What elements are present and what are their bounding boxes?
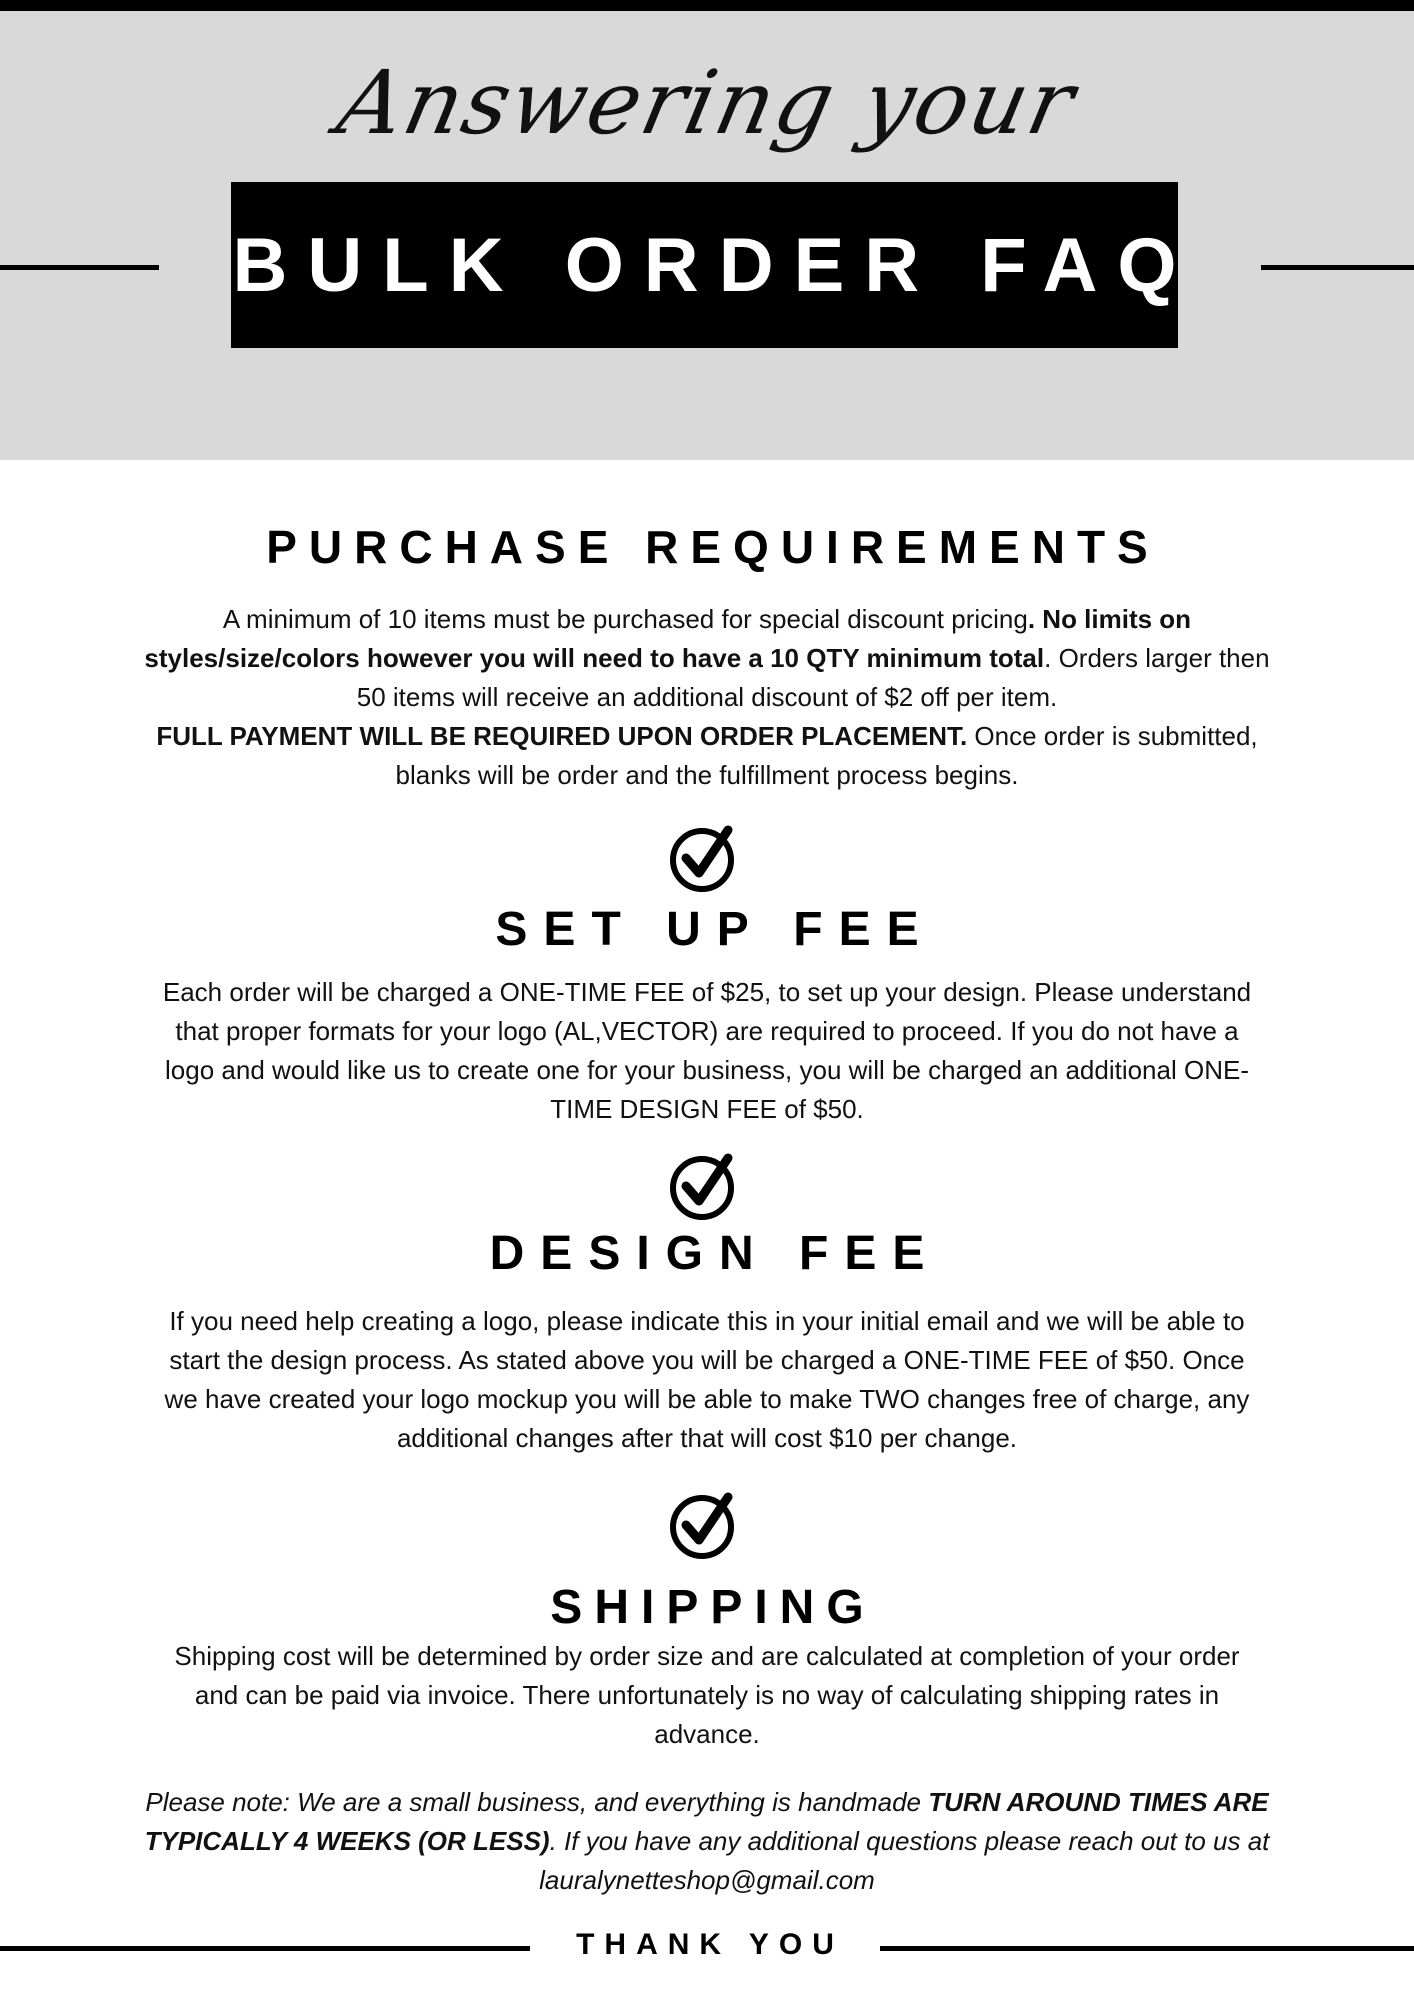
- design-fee-text: If you need help creating a logo, please indicate this in your initial email and we will be able to start the design process. As stated above you will be charged a ONE-TIME FEE of $50. Once we have created your logo mockup you will be able to make TWO changes free of charge, any additional changes after that will cost $10 per change.: [164, 1306, 1250, 1453]
- check-circle-icon: [668, 1487, 740, 1559]
- note-text-2: . If you have any additional questions please reach out to us at lauralynetteshop@gmail.com: [539, 1826, 1270, 1895]
- purchase-text-3: Once order is submitted, blanks will be order and the fulfillment process begins.: [395, 721, 1258, 790]
- purchase-text-bold-2: FULL PAYMENT WILL BE REQUIRED UPON ORDER PLACEMENT.: [156, 721, 968, 751]
- purchase-requirements-text: [137, 600, 1277, 795]
- header-divider-right: [1261, 265, 1414, 270]
- thank-you-label: THANK YOU: [576, 1928, 844, 1961]
- check-circle-icon: [668, 1148, 740, 1220]
- set-up-fee-text: Each order will be charged a ONE-TIME FEE of $25, to set up your design. Please understand that proper formats for your logo (AL,VECTOR) are required to proceed. If you do not have a logo and would like us to create one for your business, you will be charged an additional ONE-TIME DESIGN FEE of $50.: [162, 977, 1252, 1124]
- page-title: BULK ORDER FAQ: [232, 222, 1197, 308]
- check-circle-icon: [668, 820, 740, 892]
- footer-divider-right: [880, 1946, 1414, 1951]
- note-text-1: Please note: We are a small business, and everything is handmade: [145, 1787, 929, 1817]
- header-banner: [0, 11, 1414, 460]
- script-subtitle: Answering your: [329, 51, 1085, 154]
- top-border: [0, 0, 1414, 11]
- purchase-text-1: A minimum of 10 items must be purchased for special discount pricing: [222, 604, 1028, 634]
- note-turnaround-bold: TURN AROUND TIMES ARE TYPICALLY 4 WEEKS (OR LESS): [144, 1787, 1269, 1856]
- design-fee-title: DESIGN FEE: [489, 1227, 941, 1280]
- purchase-requirements-title: PURCHASE REQUIREMENTS: [266, 521, 1160, 573]
- closing-note: [107, 1783, 1307, 1900]
- set-up-fee-title: SET UP FEE: [495, 903, 935, 956]
- purchase-text-2: . Orders larger then 50 items will receive an additional discount of $2 off per item.: [356, 643, 1270, 712]
- shipping-text: Shipping cost will be determined by order size and are calculated at completion of your order and can be paid via invoice. There unfortunately is no way of calculating shipping rates in advance.: [174, 1641, 1240, 1749]
- footer-divider-left: [0, 1946, 530, 1951]
- shipping-title: SHIPPING: [550, 1581, 876, 1634]
- title-box: [231, 182, 1197, 348]
- purchase-text-bold-1: . No limits on styles/size/colors however you will need to have a 10 QTY minimum total: [144, 604, 1192, 673]
- header-divider-left: [0, 265, 159, 270]
